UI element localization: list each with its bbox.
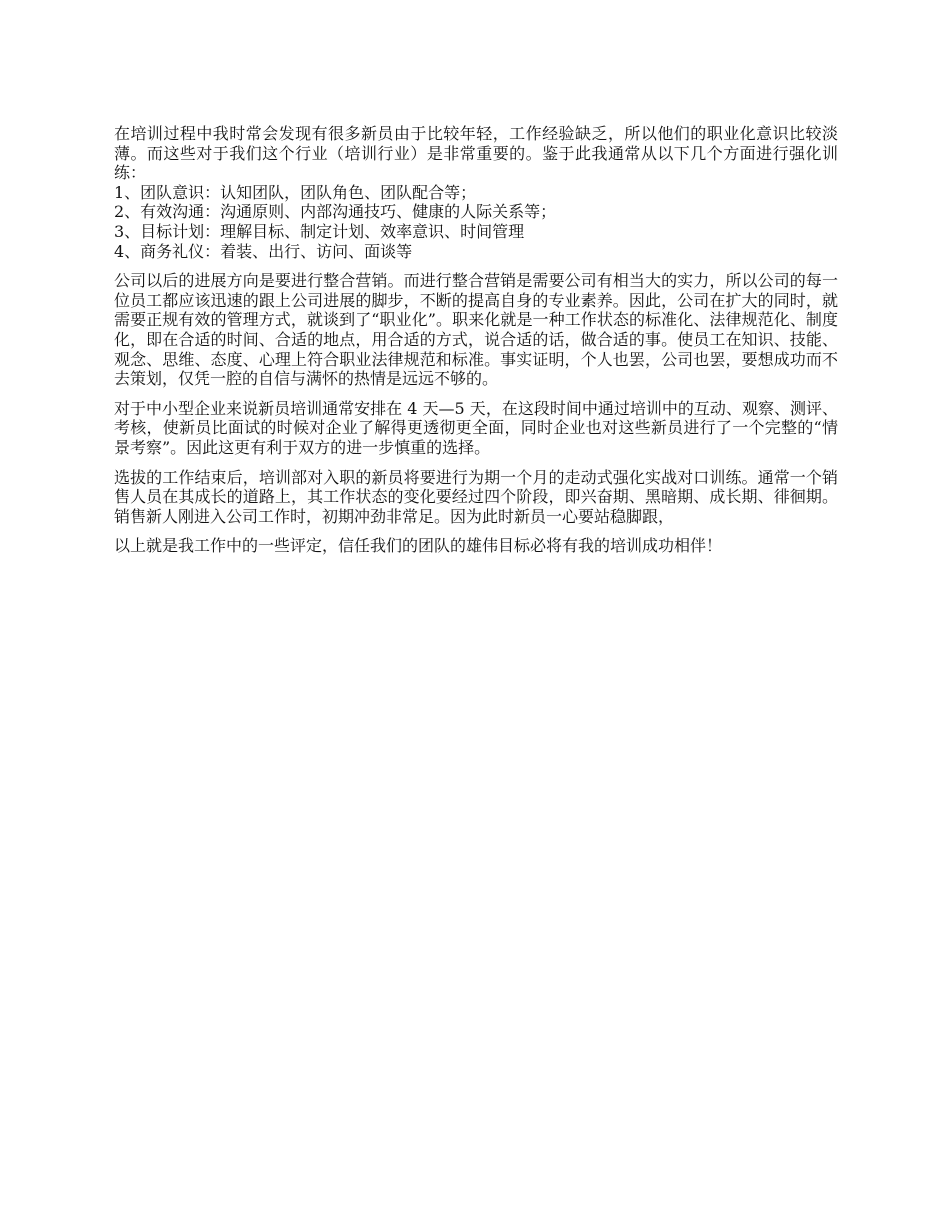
paragraph-conclusion: 以上就是我工作中的一些评定，信任我们的团队的雄伟目标必将有我的培训成功相伴！ <box>114 536 723 556</box>
paragraph-field-training: 选拔的工作结束后，培训部对入职的新员将要进行为期一个月的走动式强化实战对口训练。通常一个销售人员在其成长的道路上，其工作状态的变化要经过四个阶段，即兴奋期、黑暗期、成长期、徘徊期。销售新人刚进入公司工作时，初期冲劲非常足。因为此时新员一心要站稳脚跟， <box>114 467 838 526</box>
document-body <box>114 124 838 566</box>
paragraph-integrated-marketing: 公司以后的进展方向是要进行整合营销。而进行整合营销是需要公司有相当大的实力，所以公司的每一位员工都应该迅速的跟上公司进展的脚步，不断的提高自身的专业素养。因此，公司在扩大的同时，就需要正规有效的管理方式，就谈到了“职业化”。职来化就是一种工作状态的标准化、法律规范化、制度化，即在合适的时间、合适的地点，用合适的方式，说合适的话，做合适的事。使员工在知识、技能、观念、思维、态度、心理上符合职业法律规范和标准。事实证明，个人也罢，公司也罢，要想成功而不去策划，仅凭一腔的自信与满怀的热情是远远不够的。 <box>114 271 838 389</box>
list-item-3: 3、目标计划：理解目标、制定计划、效率意识、时间管理 <box>114 221 525 241</box>
list-item-2: 2、有效沟通：沟通原则、内部沟通技巧、健康的人际关系等； <box>114 202 557 222</box>
intro-paragraph: 在培训过程中我时常会发现有很多新员由于比较年轻，工作经验缺乏，所以他们的职业化意识比较淡薄。而这些对于我们这个行业（培训行业）是非常重要的。鉴于此我通常从以下几个方面进行强化训练： <box>114 124 838 183</box>
list-item-1: 1、团队意识：认知团队，团队角色、团队配合等； <box>114 182 477 202</box>
list-item-4: 4、商务礼仪：着装、出行、访问、面谈等 <box>114 241 413 261</box>
paragraph-new-staff-training: 对于中小型企业来说新员培训通常安排在 4 天—5 天，在这段时间中通过培训中的互动、观察、测评、考核，使新员比面试的时候对企业了解得更透彻更全面，同时企业也对这些新员进行了一个完整的“情景考察”。因此这更有利于双方的进一步慎重的选择。 <box>114 398 838 457</box>
intro-section <box>114 124 838 261</box>
